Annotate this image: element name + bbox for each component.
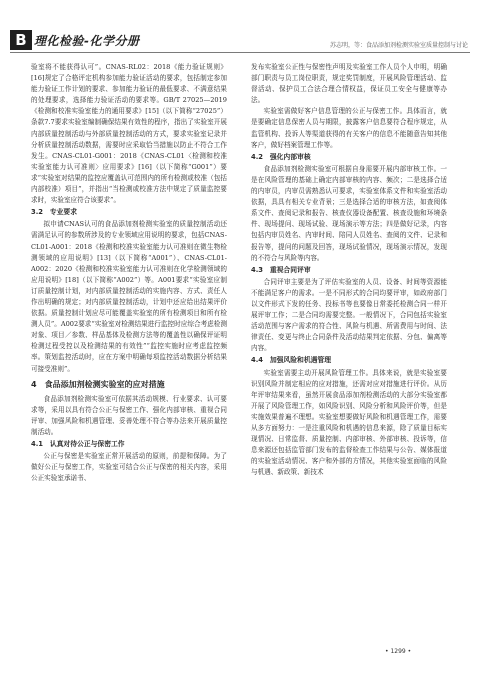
right-column — [251, 62, 447, 478]
paragraph: 食品添加剂检测实验室可依据其活动规模、行业要求、认可要求等，采用以具有符合公正与保密工作、强化内部审核、重视合同评审、加强风险和机遇管理、妥善处理不符合等办法来开展质量控制活动。 — [31, 394, 227, 436]
page-number: • 1299 • — [385, 648, 412, 655]
section-heading-4-3: 4.3 重视合同评审 — [251, 265, 311, 274]
running-head: 苏志明，等：食品添加剂检测实验室质量控制与讨论 — [329, 42, 468, 49]
section-heading-4-1: 4.1 认真对待公正与保密工作 — [31, 440, 125, 448]
section-heading-4-2: 4.2 强化内部审核 — [251, 152, 311, 161]
paragraph: 拟申请CNAS认可的食品添加剂检测实验室的质量控制活动还需满足认可的参数所涉及的专业领域应用说明的要求，包括CNAS-CL01-A001：2018《检测和校准实验室能力认可准则在微生物检测领域的应用说明》[13]（以下简称“A001”）、CNAS-CL01-A002：2020《检测和校准实验室能力认可准则在化学检测领域的应用说明》[18]（以下简称“A002”）等。A001要求“实验室应制订质量控制计划，对内部质量控制活动的实施内容、方式、责任人作出明确的规定；对内部质量控制活动，计划中还应给出结果评价依据。质量控制计划应尽可能覆盖实验室的所有检测项目和所有检测人员”。A002要求“实验室对检测结果进行监控时应综合考虑检测对象、项目／参数、样品基体及检测方法等的覆盖性以确保评证明检测过程受控以及检测结果的有效性”“监控实施时应考虑监控频率。策划监控活动时，应在方案中明确每项监控活动数据分析结果可接受准则”。 — [31, 220, 227, 373]
left-column — [31, 62, 227, 484]
section-heading-4: 4 食品添加剂检测实验室的应对措施 — [31, 379, 165, 389]
paragraph: 公正与保密是实验室正常开展活动的原则，前提和保障。为了做好公正与保密工作，实验室可结合公正与保密的相关内容，采用公正实验室承诺书、 — [31, 452, 227, 483]
header-divider — [10, 52, 470, 53]
section-heading-3-2: 3.2 专业要求 — [31, 208, 78, 217]
paragraph: 验室将不能获得认可”。CNAS-RL02：2018《能力验证规则》[16]规定了合格评定机构参加能力验证活动的要求，包括制定参加能力验证工作计划的要求、参加能力验证的最低要求、不满意结果的处理要求，选择能力验证活动的要求等。GB/T 27025—2019《检测和校准实验室能力的通用要求》[15]（以下简称“27025”）条款7.7要求实验室编制确保结果有效性的程序，指出了实验室开展内部质量控制活动与外部质量控制活动的方式，要求实验室记录并分析质量控制活动数据，需要时应采取恰当措施以防止不符合工作发生。CNAS-CL01-G001：2018《CNAS-CL01〈检测和校准实验室能力认可准则〉应用要求》[16]（以下简称“G001”）要求“实验室对结果的监控应覆盖认可范围内的所有检测或校准（包括内部校准）项目”，并指出“当检测或校准方法中规定了质量监控要求时，实验室应符合该要求”。 — [31, 63, 227, 205]
section-heading-4-4: 4.4 加强风险和机遇管理 — [251, 356, 332, 365]
paragraph: 食品添加剂检测实验室可根据自身需要开展内部审核工作。一是在风险管理的基础上确定内部审核的内容、频次；二是选择合适的内审员，内审员需熟悉认可要求，实验室体系文件和实验室活动依据，具具有相关专业背景；三是选择合适的审核方法，如查阅体系文件、查阅记录和报告、核查仪器设备配置、核查设施和环境条件、现场提问、现场试验、现场演示等方法；四是做好记录，内容包括内审员姓名、内审时间、陪同人员姓名、查阅的文件、记录和报告等，提问的问题及回答，现场试验情况，现场演示情况，发现的不符合与风险等内容。 — [251, 164, 447, 262]
page-header — [0, 0, 480, 62]
paragraph: 实验室需做好客户信息管理的公正与保密工作。具体而言，就是要确定信息保密人员与期限，披露客户信息要符合程序规定，从监管机构、投诉人等渠道获得的有关客户的信息不能随意告知其他客户，做好档案管理工作等。 — [251, 107, 447, 149]
paragraph: 实验室需要主动开展风险管理工作。具体来说，就是实验室要识别风险并制定相应的应对措施，还需对应对措施进行评价。从历年评审结果来看，虽然开展食品添加剂检测活动的大部分实验室都开展了风险管理工作，如风险识别、风险分析和风险评价等，但是实施效果普遍不理想。实验室想要做好风险和机遇管理工作，需要从多方面努力：一是注重风险和机遇的信息来源，除了质量目标实现情况、日常监督、质量控制、内部审核、外部审核、投诉等，信息来源还包括监管部门发布的监督检查工作结果与公告、媒体报道的实验室活动情况、客户和外部的方情况，其他实验室面临的风险与机遇、新政策、新技术 — [251, 368, 447, 477]
paragraph: 合同评审主要是为了评估实验室的人员、设备、时间等资源能不能满足客户的需求。一是不同形式的合同均要评审，如政府部门以文件形式下发的任务、投标书等也要像日常委托检测合同一样开展评审工作；二是合同均需要完整。一般情况下，合同包括实验室活动范围与客户需求的符合性、风险与机遇、所需费用与时间、法律责任、变更与终止合同条件及活动结果判定依据、分包、偏离等内容。 — [251, 277, 447, 353]
journal-name: 理化检验-化学分册 — [34, 34, 140, 48]
paragraph: 发布实验室公正性与保密性声明及实验室工作人员个人申明，明确部门职责与员工岗位职责，规定奖罚制度，开展风险管理活动、监督活动、保护员工合法合理合情权益，保证员工安全与健康等办法。 — [251, 63, 447, 105]
journal-logo: B — [10, 30, 32, 50]
